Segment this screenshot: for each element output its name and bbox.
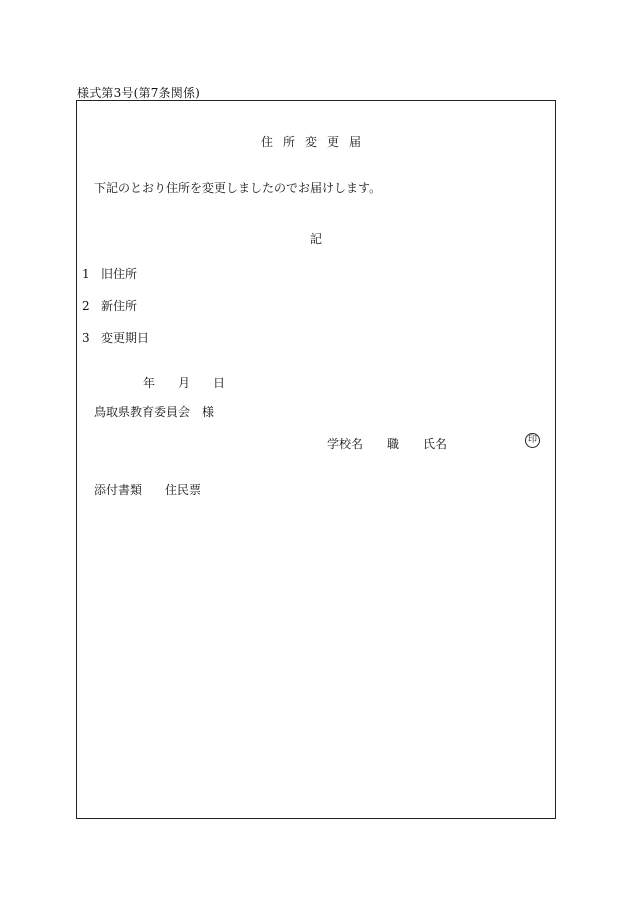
attachment-value: 住民票: [165, 483, 202, 497]
item-label: 新住所: [101, 299, 138, 313]
date-line: [143, 374, 225, 391]
attachment-label: 添付書類: [94, 483, 143, 497]
date-day-label: 日: [213, 376, 226, 390]
signature-line: [327, 435, 447, 452]
date-year-label: 年: [143, 376, 156, 390]
intro-text: 下記のとおり住所を変更しましたのでお届けします。: [94, 181, 382, 195]
seal-mark: 印: [525, 433, 540, 448]
addressee-name: 鳥取県教育委員会: [94, 405, 191, 419]
addressee: [94, 403, 214, 420]
item-number: 2: [82, 299, 90, 313]
item-new-address: [82, 297, 137, 314]
item-old-address: [82, 265, 137, 282]
item-number: 3: [82, 331, 90, 345]
name-label: 氏名: [423, 437, 448, 451]
date-month-label: 月: [178, 376, 191, 390]
document-title: 住所変更届: [260, 135, 371, 149]
attachment-line: [94, 481, 201, 498]
addressee-honorific: 様: [202, 405, 215, 419]
school-name-label: 学校名: [327, 437, 364, 451]
position-label: 職: [387, 437, 400, 451]
item-change-date: [82, 329, 149, 346]
form-frame: [76, 100, 556, 819]
ki-heading: 記: [309, 232, 322, 246]
item-label: 変更期日: [101, 331, 150, 345]
form-number: 様式第3号(第7条関係): [77, 86, 201, 100]
item-number: 1: [82, 267, 90, 281]
item-label: 旧住所: [101, 267, 138, 281]
